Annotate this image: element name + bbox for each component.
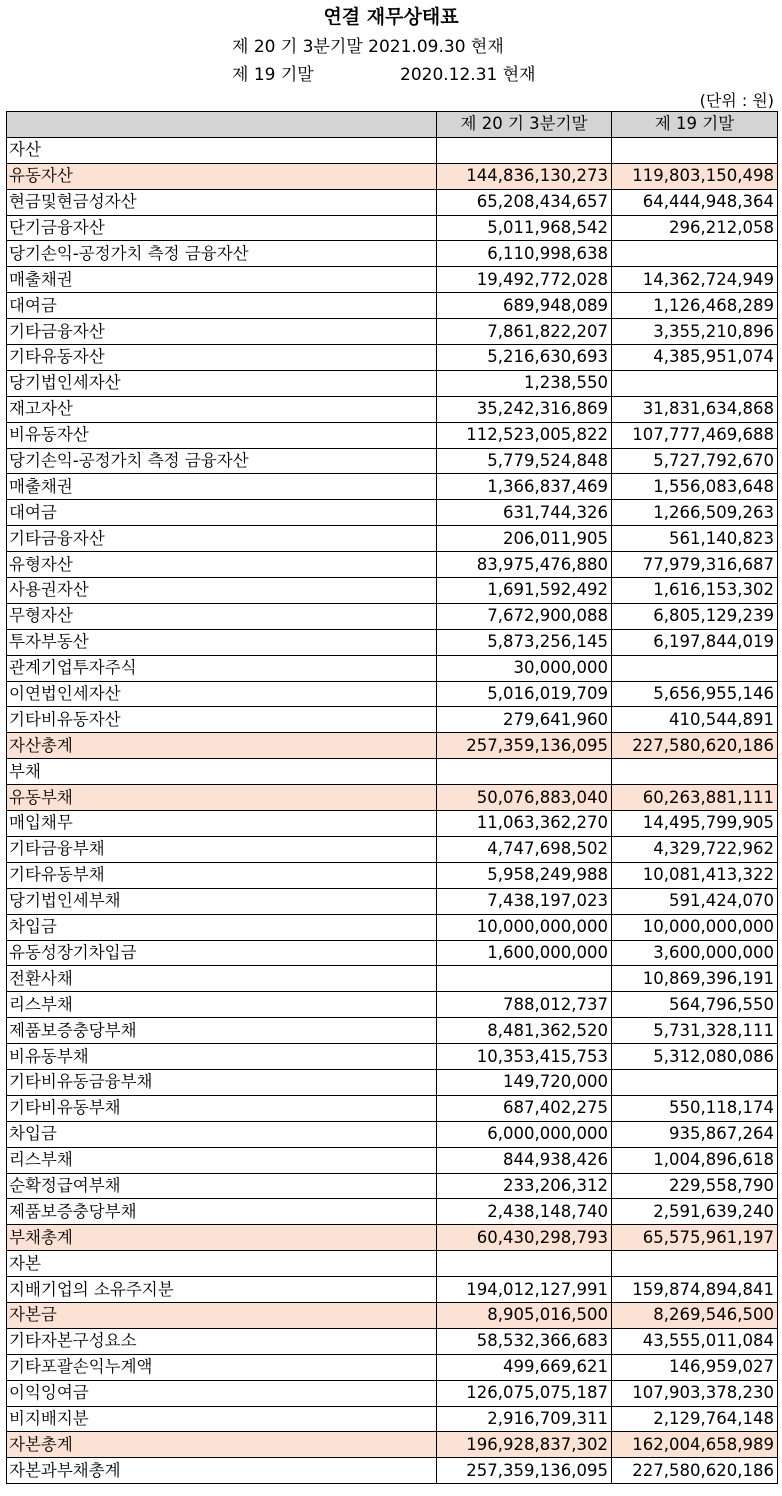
amount-prior: 2,591,639,240	[612, 1199, 778, 1225]
table-row	[7, 1018, 778, 1044]
table-row	[7, 1432, 778, 1458]
amount-prior	[612, 1251, 778, 1277]
account-name: 차입금	[7, 914, 437, 940]
account-name: 지배기업의 소유주지분	[7, 1277, 437, 1303]
amount-prior: 1,126,468,289	[612, 293, 778, 319]
account-name: 관계기업투자주식	[7, 655, 437, 681]
amount-current: 1,600,000,000	[437, 940, 612, 966]
table-row	[7, 1095, 778, 1121]
table-body	[7, 137, 778, 1483]
table-row	[7, 940, 778, 966]
amount-prior: 550,118,174	[612, 1095, 778, 1121]
table-row	[7, 474, 778, 500]
table-row	[7, 345, 778, 371]
amount-current: 58,532,366,683	[437, 1328, 612, 1354]
table-row	[7, 1121, 778, 1147]
amount-current: 126,075,075,187	[437, 1380, 612, 1406]
account-name: 대여금	[7, 293, 437, 319]
account-name: 재고자산	[7, 396, 437, 422]
table-row	[7, 1406, 778, 1432]
account-name: 매출채권	[7, 474, 437, 500]
amount-prior: 1,556,083,648	[612, 474, 778, 500]
amount-prior: 410,544,891	[612, 707, 778, 733]
table-row	[7, 1458, 778, 1484]
amount-prior: 591,424,070	[612, 888, 778, 914]
amount-current: 5,016,019,709	[437, 681, 612, 707]
amount-current: 112,523,005,822	[437, 422, 612, 448]
amount-prior: 296,212,058	[612, 215, 778, 241]
amount-current: 8,481,362,520	[437, 1018, 612, 1044]
account-name: 기타유동자산	[7, 345, 437, 371]
account-name: 제품보증충당부채	[7, 1018, 437, 1044]
amount-prior: 4,385,951,074	[612, 345, 778, 371]
column-header-current: 제 20 기 3분기말	[437, 112, 612, 138]
amount-current: 233,206,312	[437, 1173, 612, 1199]
amount-prior: 561,140,823	[612, 526, 778, 552]
account-name: 현금및현금성자산	[7, 189, 437, 215]
amount-prior: 1,004,896,618	[612, 1147, 778, 1173]
amount-prior: 14,362,724,949	[612, 267, 778, 293]
table-row	[7, 888, 778, 914]
report-title: 연결 재무상태표	[323, 6, 459, 28]
amount-current: 5,958,249,988	[437, 862, 612, 888]
table-row	[7, 267, 778, 293]
amount-current: 689,948,089	[437, 293, 612, 319]
table-row	[7, 241, 778, 267]
account-name: 기타비유동부채	[7, 1095, 437, 1121]
amount-prior: 65,575,961,197	[612, 1225, 778, 1251]
amount-current: 499,669,621	[437, 1354, 612, 1380]
amount-current: 60,430,298,793	[437, 1225, 612, 1251]
amount-prior: 2,129,764,148	[612, 1406, 778, 1432]
table-row	[7, 992, 778, 1018]
table-row	[7, 836, 778, 862]
table-header-row	[7, 112, 778, 138]
amount-current: 6,000,000,000	[437, 1121, 612, 1147]
table-row	[7, 448, 778, 474]
amount-current: 1,691,592,492	[437, 578, 612, 604]
period-current: 제 20 기 3분기말 2021.09.30 현재	[232, 37, 504, 57]
amount-current: 2,438,148,740	[437, 1199, 612, 1225]
amount-current	[437, 137, 612, 163]
amount-prior: 10,869,396,191	[612, 966, 778, 992]
account-name: 투자부동산	[7, 629, 437, 655]
amount-current: 631,744,326	[437, 500, 612, 526]
amount-prior: 31,831,634,868	[612, 396, 778, 422]
account-name: 차입금	[7, 1121, 437, 1147]
amount-current: 206,011,905	[437, 526, 612, 552]
amount-prior: 146,959,027	[612, 1354, 778, 1380]
table-row	[7, 1302, 778, 1328]
account-name: 유동부채	[7, 785, 437, 811]
amount-prior: 6,197,844,019	[612, 629, 778, 655]
account-name: 부채총계	[7, 1225, 437, 1251]
amount-prior: 10,000,000,000	[612, 914, 778, 940]
column-header-prior: 제 19 기말	[612, 112, 778, 138]
amount-prior	[612, 370, 778, 396]
amount-current	[437, 1251, 612, 1277]
table-row	[7, 1199, 778, 1225]
account-name: 기타유동부채	[7, 862, 437, 888]
amount-prior: 564,796,550	[612, 992, 778, 1018]
table-row	[7, 1354, 778, 1380]
amount-prior: 1,616,153,302	[612, 578, 778, 604]
amount-prior: 227,580,620,186	[612, 1458, 778, 1484]
amount-prior: 5,656,955,146	[612, 681, 778, 707]
amount-prior: 6,805,129,239	[612, 603, 778, 629]
amount-current: 5,873,256,145	[437, 629, 612, 655]
table-row	[7, 681, 778, 707]
amount-prior: 3,600,000,000	[612, 940, 778, 966]
amount-current: 8,905,016,500	[437, 1302, 612, 1328]
account-name: 기타비유동자산	[7, 707, 437, 733]
amount-current: 2,916,709,311	[437, 1406, 612, 1432]
table-row	[7, 1251, 778, 1277]
account-name: 사용권자산	[7, 578, 437, 604]
table-row	[7, 603, 778, 629]
period-prior-label: 제 19 기말	[232, 65, 314, 85]
amount-current: 30,000,000	[437, 655, 612, 681]
account-name: 이연법인세자산	[7, 681, 437, 707]
account-name: 대여금	[7, 500, 437, 526]
table-row	[7, 552, 778, 578]
account-name: 리스부채	[7, 1147, 437, 1173]
amount-current: 10,000,000,000	[437, 914, 612, 940]
amount-current: 149,720,000	[437, 1069, 612, 1095]
account-name: 기타금융부채	[7, 836, 437, 862]
table-row	[7, 1277, 778, 1303]
amount-prior: 162,004,658,989	[612, 1432, 778, 1458]
account-name: 비지배지분	[7, 1406, 437, 1432]
table-row	[7, 759, 778, 785]
account-name: 비유동자산	[7, 422, 437, 448]
amount-prior: 5,731,328,111	[612, 1018, 778, 1044]
account-name: 비유동부채	[7, 1044, 437, 1070]
account-name: 순확정급여부채	[7, 1173, 437, 1199]
amount-current: 50,076,883,040	[437, 785, 612, 811]
amount-prior: 64,444,948,364	[612, 189, 778, 215]
amount-prior: 5,727,792,670	[612, 448, 778, 474]
amount-current: 65,208,434,657	[437, 189, 612, 215]
account-name: 자본과부채총계	[7, 1458, 437, 1484]
amount-current: 1,238,550	[437, 370, 612, 396]
account-name: 매입채무	[7, 811, 437, 837]
account-name: 당기법인세자산	[7, 370, 437, 396]
amount-current: 279,641,960	[437, 707, 612, 733]
amount-current: 7,672,900,088	[437, 603, 612, 629]
amount-prior: 14,495,799,905	[612, 811, 778, 837]
table-row	[7, 966, 778, 992]
table-row	[7, 189, 778, 215]
amount-prior	[612, 759, 778, 785]
amount-prior: 10,081,413,322	[612, 862, 778, 888]
account-name: 유형자산	[7, 552, 437, 578]
table-row	[7, 1044, 778, 1070]
account-name: 기타금융자산	[7, 319, 437, 345]
account-name: 유동성장기차입금	[7, 940, 437, 966]
table-row	[7, 811, 778, 837]
amount-current: 10,353,415,753	[437, 1044, 612, 1070]
amount-current: 83,975,476,880	[437, 552, 612, 578]
amount-prior: 119,803,150,498	[612, 163, 778, 189]
amount-prior	[612, 137, 778, 163]
amount-prior	[612, 1069, 778, 1095]
table-row	[7, 1328, 778, 1354]
table-row	[7, 629, 778, 655]
amount-prior: 935,867,264	[612, 1121, 778, 1147]
account-name: 자산총계	[7, 733, 437, 759]
report-header	[0, 0, 782, 112]
account-name: 자본금	[7, 1302, 437, 1328]
amount-current: 6,110,998,638	[437, 241, 612, 267]
account-name: 리스부채	[7, 992, 437, 1018]
table-row	[7, 733, 778, 759]
table-row	[7, 785, 778, 811]
account-name: 기타자본구성요소	[7, 1328, 437, 1354]
table-row	[7, 500, 778, 526]
table-row	[7, 215, 778, 241]
account-name: 전환사채	[7, 966, 437, 992]
table-row	[7, 163, 778, 189]
account-name: 유동자산	[7, 163, 437, 189]
amount-prior: 3,355,210,896	[612, 319, 778, 345]
amount-prior: 4,329,722,962	[612, 836, 778, 862]
amount-current: 11,063,362,270	[437, 811, 612, 837]
account-name: 단기금융자산	[7, 215, 437, 241]
account-name: 이익잉여금	[7, 1380, 437, 1406]
amount-current: 4,747,698,502	[437, 836, 612, 862]
amount-current: 196,928,837,302	[437, 1432, 612, 1458]
account-name: 기타금융자산	[7, 526, 437, 552]
amount-current: 257,359,136,095	[437, 1458, 612, 1484]
amount-prior: 60,263,881,111	[612, 785, 778, 811]
table-row	[7, 578, 778, 604]
table-row	[7, 1225, 778, 1251]
table-row	[7, 914, 778, 940]
table-row	[7, 1147, 778, 1173]
account-name: 기타비유동금융부채	[7, 1069, 437, 1095]
amount-prior: 229,558,790	[612, 1173, 778, 1199]
amount-current: 844,938,426	[437, 1147, 612, 1173]
amount-current: 5,011,968,542	[437, 215, 612, 241]
table-row	[7, 1380, 778, 1406]
amount-current: 144,836,130,273	[437, 163, 612, 189]
amount-current: 7,438,197,023	[437, 888, 612, 914]
amount-prior: 77,979,316,687	[612, 552, 778, 578]
amount-current: 1,366,837,469	[437, 474, 612, 500]
table-row	[7, 396, 778, 422]
amount-prior: 159,874,894,841	[612, 1277, 778, 1303]
column-header-account	[7, 112, 437, 138]
table-row	[7, 655, 778, 681]
amount-current	[437, 759, 612, 785]
balance-sheet-table	[6, 111, 778, 1484]
amount-prior: 107,777,469,688	[612, 422, 778, 448]
unit-label: (단위 : 원)	[699, 91, 774, 110]
account-name: 기타포괄손익누계액	[7, 1354, 437, 1380]
amount-prior: 43,555,011,084	[612, 1328, 778, 1354]
table-row	[7, 526, 778, 552]
amount-prior: 8,269,546,500	[612, 1302, 778, 1328]
table-row	[7, 1069, 778, 1095]
amount-prior	[612, 655, 778, 681]
account-name: 무형자산	[7, 603, 437, 629]
table-row	[7, 1173, 778, 1199]
account-name: 당기법인세부채	[7, 888, 437, 914]
table-row	[7, 319, 778, 345]
amount-current: 7,861,822,207	[437, 319, 612, 345]
amount-current: 35,242,316,869	[437, 396, 612, 422]
table-row	[7, 422, 778, 448]
amount-current: 257,359,136,095	[437, 733, 612, 759]
amount-current: 5,779,524,848	[437, 448, 612, 474]
account-name: 자본	[7, 1251, 437, 1277]
account-name: 당기손익-공정가치 측정 금융자산	[7, 241, 437, 267]
amount-current: 788,012,737	[437, 992, 612, 1018]
amount-current: 5,216,630,693	[437, 345, 612, 371]
account-name: 제품보증충당부채	[7, 1199, 437, 1225]
account-name: 자산	[7, 137, 437, 163]
table-row	[7, 370, 778, 396]
period-prior-date: 2020.12.31 현재	[400, 65, 536, 85]
account-name: 자본총계	[7, 1432, 437, 1458]
amount-current: 194,012,127,991	[437, 1277, 612, 1303]
amount-prior	[612, 241, 778, 267]
account-name: 당기손익-공정가치 측정 금융자산	[7, 448, 437, 474]
table-row	[7, 707, 778, 733]
amount-prior: 5,312,080,086	[612, 1044, 778, 1070]
table-row	[7, 137, 778, 163]
amount-prior: 107,903,378,230	[612, 1380, 778, 1406]
account-name: 매출채권	[7, 267, 437, 293]
amount-prior: 1,266,509,263	[612, 500, 778, 526]
amount-current	[437, 966, 612, 992]
amount-prior: 227,580,620,186	[612, 733, 778, 759]
amount-current: 19,492,772,028	[437, 267, 612, 293]
table-row	[7, 862, 778, 888]
amount-current: 687,402,275	[437, 1095, 612, 1121]
account-name: 부채	[7, 759, 437, 785]
table-row	[7, 293, 778, 319]
